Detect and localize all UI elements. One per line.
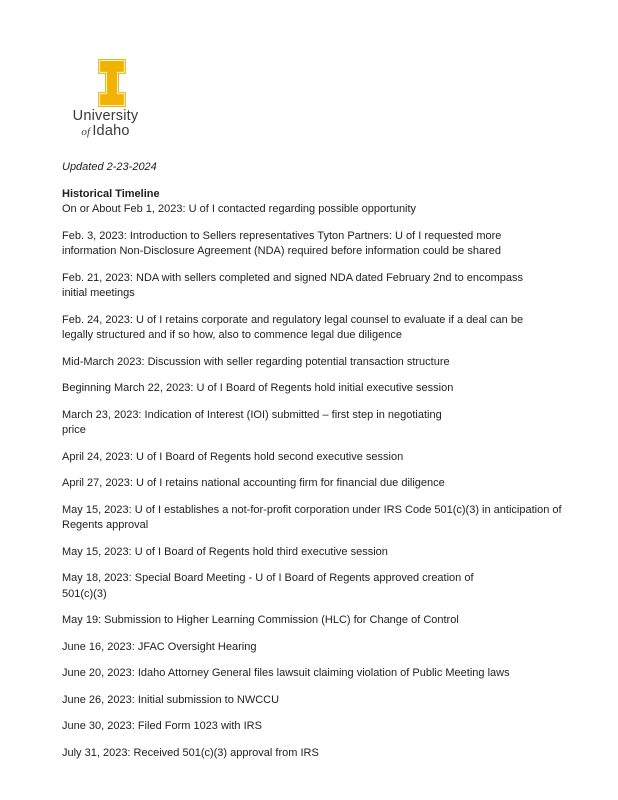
timeline-entry-line: March 23, 2023: Indication of Interest (IOI) submitted – first step in negotiating [62,408,442,421]
timeline-entry-line: Mid-March 2023: Discussion with seller regarding potential transaction structure [62,355,450,368]
timeline-entry [62,408,567,439]
timeline-entry [62,229,567,260]
timeline-entry [62,666,567,682]
timeline-entry-line: June 20, 2023: Idaho Attorney General files lawsuit claiming violation of Public Meeting laws [62,667,510,679]
timeline-entry [62,313,567,344]
timeline-entry [62,202,567,218]
updated-date: Updated 2-23-2024 [62,161,157,173]
timeline-entry-line: Feb. 21, 2023: NDA with sellers completed and signed NDA dated February 2nd to encompass [62,271,524,284]
timeline-entry-line: April 24, 2023: U of I Board of Regents hold second executive session [62,450,404,463]
timeline-entry-line: information Non-Disclosure Agreement (NDA) required before information could be shared [62,245,501,257]
timeline-entry [62,476,567,492]
timeline-entry [62,545,567,561]
block-i-logo-icon [97,59,127,107]
timeline-entry-line: June 16, 2023: JFAC Oversight Hearing [62,640,257,653]
timeline-entry [62,640,567,656]
timeline-entry-line: 501(c)(3) [62,587,107,600]
timeline-entry-line: July 31, 2023: Received 501(c)(3) approval from IRS [62,746,319,759]
timeline-entry [62,746,567,762]
wordmark-line-of-idaho [58,124,153,139]
timeline-entry-line: price [62,424,86,436]
timeline-entry-line: legally structured and if so how, also to commence legal due diligence [62,329,402,341]
wordmark-of: of [81,126,91,138]
page-title: Historical Timeline [62,187,160,200]
timeline-entry-line: April 27, 2023: U of I retains national accounting firm for financial due diligence [62,477,445,489]
timeline-entry [62,719,567,735]
timeline-entry-line: Feb. 3, 2023: Introduction to Sellers representatives Tyton Partners: U of I requested more [62,229,502,242]
timeline-entry [62,355,567,371]
timeline-entries [62,202,567,761]
wordmark-idaho: Idaho [92,123,130,139]
timeline-entry [62,571,567,602]
timeline-entry [62,381,567,397]
timeline-entry-line: Beginning March 22, 2023: U of I Board of Regents hold initial executive session [62,382,454,394]
timeline-entry [62,450,567,466]
timeline-entry-line: June 26, 2023: Initial submission to NWCCU [62,693,280,706]
document-body [62,160,567,772]
timeline-entry [62,503,567,534]
timeline-entry-line: May 19: Submission to Higher Learning Commission (HLC) for Change of Control [62,614,459,626]
university-of-idaho-wordmark [58,109,153,139]
timeline-entry-line: Regents approval [62,519,149,531]
timeline-entry-line: May 15, 2023: U of I Board of Regents hold third executive session [62,545,388,558]
timeline-entry [62,693,567,709]
timeline-entry [62,271,567,302]
university-of-idaho-block-i-logo [97,59,127,107]
timeline-entry [62,613,567,629]
wordmark-line-university: University [72,108,139,124]
timeline-entry-line: initial meetings [62,287,135,299]
timeline-entry-line: Feb. 24, 2023: U of I retains corporate and regulatory legal counsel to evaluate if a deal can be [62,313,524,326]
timeline-entry-line: On or About Feb 1, 2023: U of I contacted regarding possible opportunity [62,203,417,215]
timeline-entry-line: June 30, 2023: Filed Form 1023 with IRS [62,720,262,732]
timeline-entry-line: May 18, 2023: Special Board Meeting - U of I Board of Regents approved creation of [62,572,474,584]
timeline-entry-line: May 15, 2023: U of I establishes a not-for-profit corporation under IRS Code 501(c)(3) in anticipation of [62,503,562,516]
